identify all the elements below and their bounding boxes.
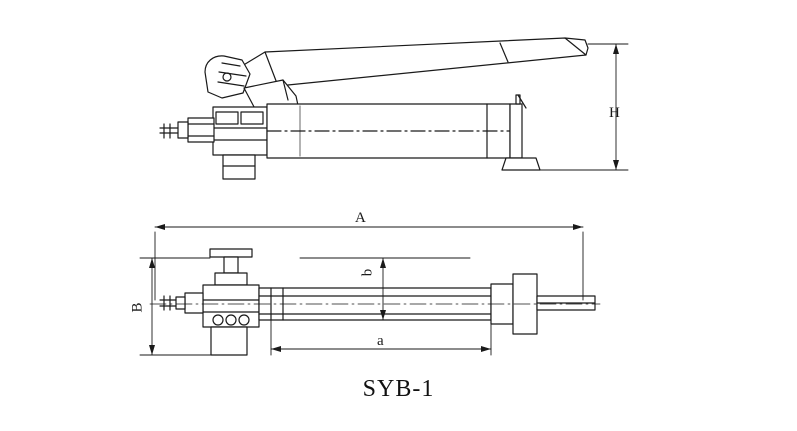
side-elevation-view bbox=[160, 38, 628, 179]
dimension-label-b: b bbox=[359, 268, 376, 277]
dimension-label-A: A bbox=[355, 210, 366, 226]
reservoir-tank bbox=[267, 104, 510, 158]
release-valve-knob bbox=[210, 249, 252, 285]
dimension-label-H: H bbox=[609, 105, 620, 121]
pump-body-plan bbox=[203, 285, 259, 355]
pivot-head bbox=[205, 56, 250, 98]
plan-view bbox=[140, 224, 600, 355]
outlet-port bbox=[160, 118, 214, 142]
dimension-label-a: a bbox=[377, 333, 384, 349]
drawing-title: SYB-1 bbox=[362, 376, 435, 402]
dimension-label-B: B bbox=[129, 302, 146, 313]
outlet-port-plan bbox=[160, 293, 203, 313]
pump-body bbox=[213, 107, 267, 179]
